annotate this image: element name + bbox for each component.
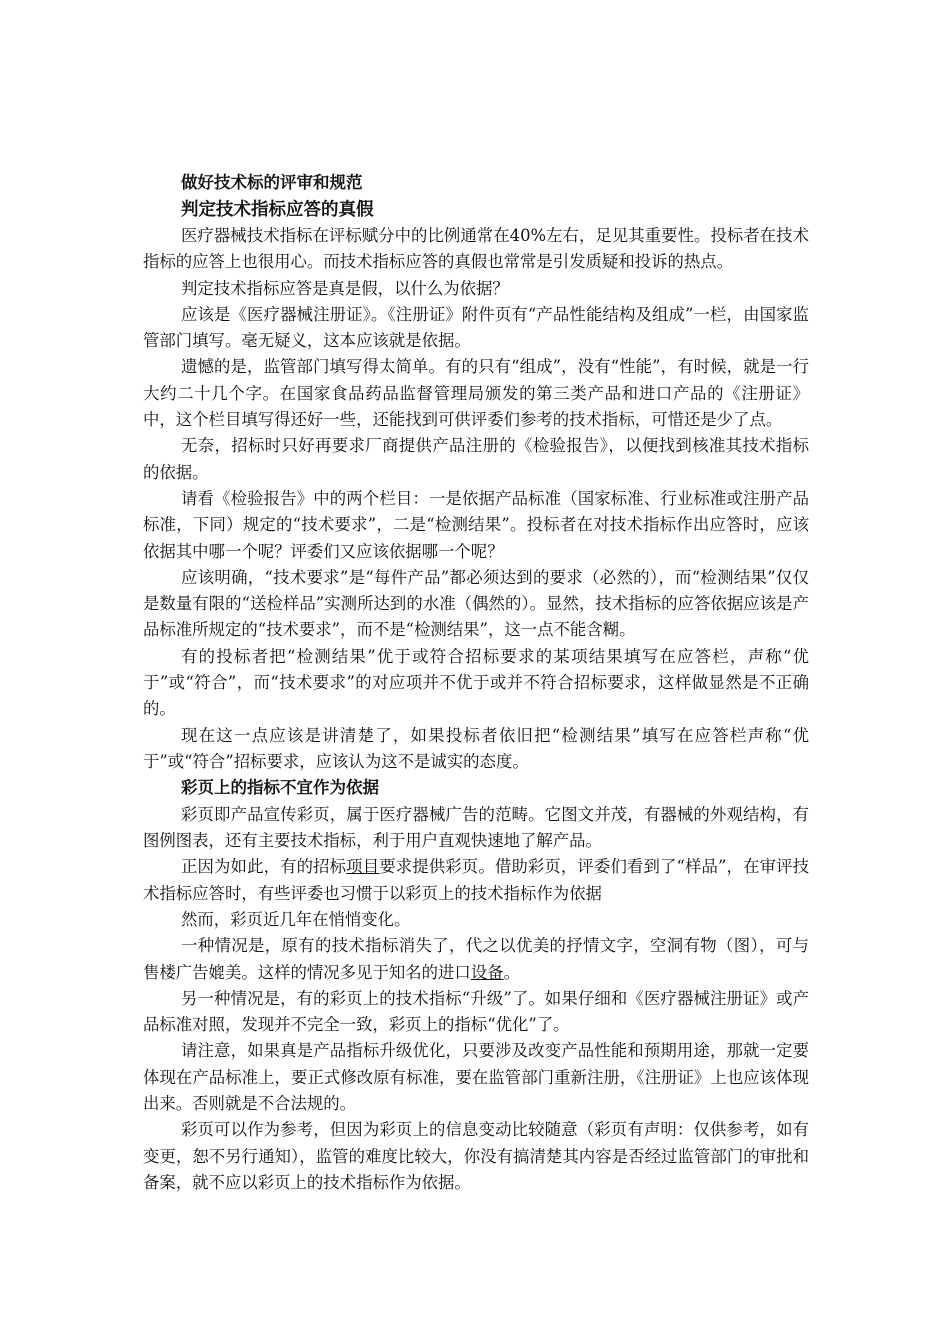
paragraph-text: 。: [503, 962, 520, 982]
document-page: [143, 170, 809, 1196]
paragraph: 应该是《医疗器械注册证》。《注册证》附件页有“产品性能结构及组成”一栏，由国家监管部门填写。毫无疑义，这本应该就是依据。: [143, 304, 809, 351]
paragraph: [143, 854, 809, 907]
paragraph-text: 要求提供彩页。借助彩页，评委们看到了“样品”，在审评技术指标应答时，有些评委也习惯于以彩页上的技术指标作为依据: [143, 857, 810, 903]
paragraph: 彩页可以作为参考，但因为彩页上的信息变动比较随意（彩页有声明：仅供参考，如有变更，恕不另行通知），监管的难度比较大，你没有搞清楚其内容是否经过监管部门的审批和备案，就不应以彩页上的技术指标作为依据。: [143, 1120, 809, 1192]
paragraph: 请注意，如果真是产品指标升级优化，只要涉及改变产品性能和预期用途，那就一定要体现在产品标准上，要正式修改原有标准，要在监管部门重新注册，《注册证》上也应该体现出来。否则就是不合法规的。: [143, 1041, 809, 1113]
link-project[interactable]: 项目: [346, 857, 380, 877]
paragraph: 有的投标者把“检测结果”优于或符合招标要求的某项结果填写在应答栏，声称“优于”或“符合”，而“技术要求”的对应项并不优于或并不符合招标要求，这样做显然是不正确的。: [143, 646, 809, 719]
paragraph: 彩页即产品宣传彩页，属于医疗器械广告的范畴。它图文并茂，有器械的外观结构，有图例图表，还有主要技术指标，利于用户直观快速地了解产品。: [143, 804, 809, 851]
section-2-heading: 彩页上的指标不宜作为依据: [181, 778, 379, 798]
paragraph: 医疗器械技术指标在评标赋分中的比例通常在40%左右，足见其重要性。投标者在技术指标的应答上也很用心。而技术指标应答的真假也常常是引发质疑和投诉的热点。: [143, 226, 809, 272]
paragraph: 请看《检验报告》中的两个栏目：一是依据产品标准（国家标准、行业标准或注册产品标准，下同）规定的“技术要求”，二是“检测结果”。投标者在对技术指标作出应答时，应该依据其中哪一个呢？评委们又应该依据哪一个呢？: [143, 488, 809, 561]
paragraph: 应该明确，“技术要求”是“每件产品”都必须达到的要求（必然的），而“检测结果”仅仅是数量有限的“送检样品”实测所达到的水准（偶然的）。显然，技术指标的应答依据应该是产品标准所规定的“技术要求”，而不是“检测结果”，这一点不能含糊。: [143, 567, 809, 640]
paragraph: [143, 933, 809, 986]
link-equipment[interactable]: 设备: [470, 962, 504, 982]
paragraph: 无奈，招标时只好再要求厂商提供产品注册的《检验报告》，以便找到核准其技术指标的依据。: [143, 436, 809, 482]
paragraph: 然而，彩页近几年在悄悄变化。: [181, 909, 411, 929]
paragraph: 判定技术指标应答是真是假，以什么为依据？: [181, 278, 509, 298]
paragraph: 另一种情况是，有的彩页上的技术指标“升级”了。如果仔细和《医疗器械注册证》或产品标准对照，发现并不完全一致，彩页上的指标“优化”了。: [143, 988, 809, 1035]
section-1-heading: 判定技术指标应答的真假: [181, 199, 374, 220]
paragraph: 遗憾的是，监管部门填写得太简单。有的只有“组成”，没有“性能”，有时候，就是一行大约二十几个字。在国家食品药品监督管理局颁发的第三类产品和进口产品的《注册证》中，这个栏目填写得还好一些，还能找到可供评委们参考的技术指标，可惜还是少了点。: [143, 357, 809, 430]
paragraph-text: 一种情况是，原有的技术指标消失了，代之以优美的抒情文字，空洞有物（图），可与售楼广告媲美。这样的情况多见于知名的进口: [143, 936, 809, 982]
paragraph: 现在这一点应该是讲清楚了，如果投标者依旧把“检测结果”填写在应答栏声称“优于”或“符合”招标要求，应该认为这不是诚实的态度。: [143, 725, 809, 771]
document-title: 做好技术标的评审和规范: [181, 173, 363, 192]
paragraph-text: 正因为如此，有的招标: [181, 857, 347, 877]
